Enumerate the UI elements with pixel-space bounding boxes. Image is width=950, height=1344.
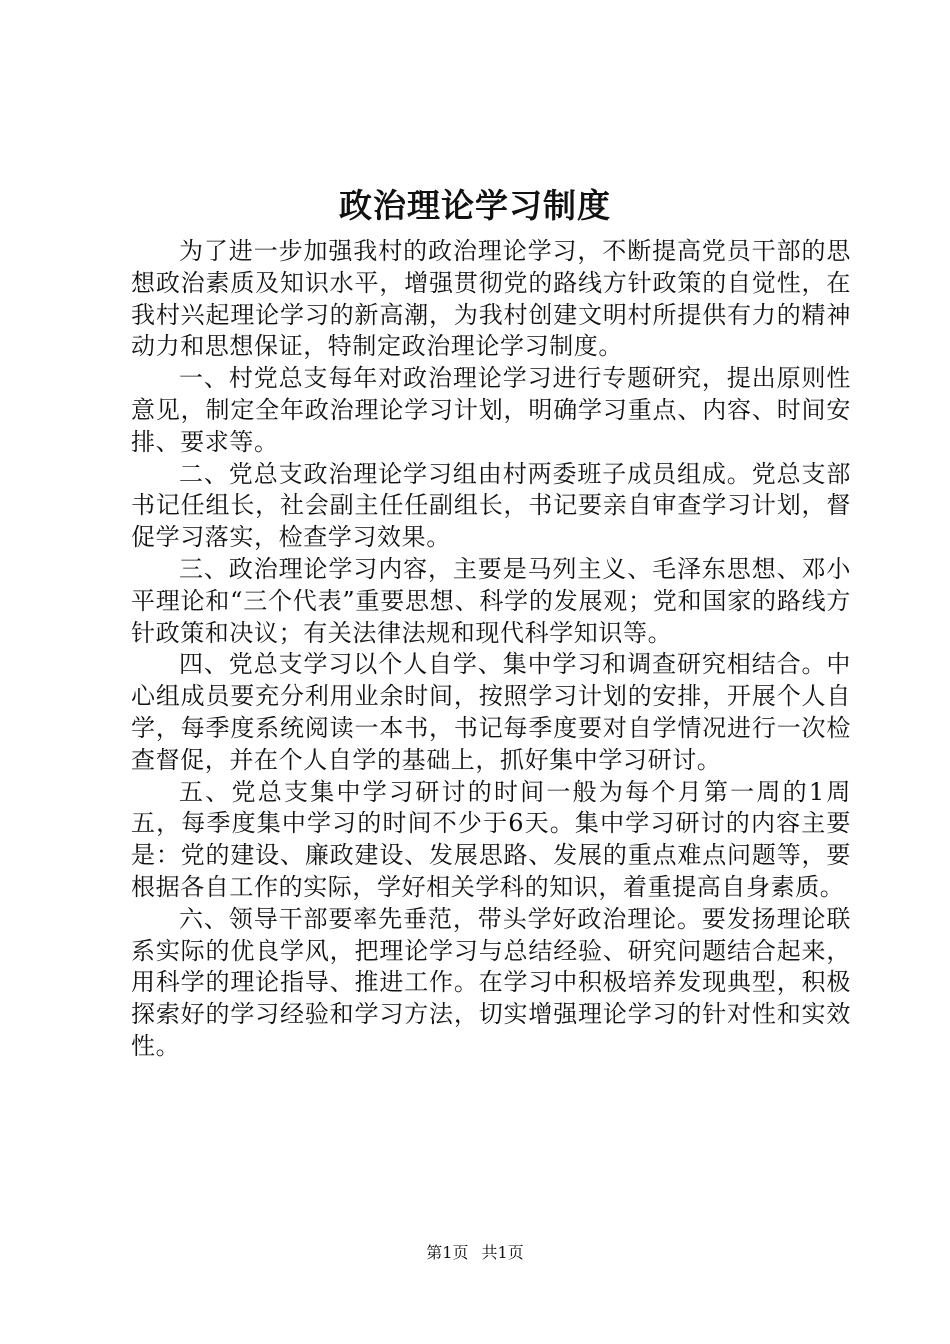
paragraph-item-4: 四、党总支学习以个人自学、集中学习和调查研究相结合。中心组成员要充分利用业余时间，按照学习计划的安排，开展个人自学，每季度系统阅读一本书，书记每季度要对自学情况进行一次检查督促，并在个人自学的基础上，抓好集中学习研讨。 xyxy=(131,650,851,774)
paragraph-item-2: 二、党总支政治理论学习组由村两委班子成员组成。党总支部书记任组长，社会副主任任副组长，书记要亲自审查学习计划，督促学习落实，检查学习效果。 xyxy=(131,459,851,552)
page-footer xyxy=(0,1242,950,1264)
page-total: 共1页 xyxy=(481,1243,524,1262)
paragraph-intro: 为了进一步加强我村的政治理论学习，不断提高党员干部的思想政治素质及知识水平，增强贯彻党的路线方针政策的自觉性，在我村兴起理论学习的新高潮，为我村创建文明村所提供有力的精神动力和思想保证，特制定政治理论学习制度。 xyxy=(131,237,851,361)
document-title: 政治理论学习制度 xyxy=(339,186,611,225)
paragraph-item-5: 五、党总支集中学习研讨的时间一般为每个月第一周的1周五，每季度集中学习的时间不少于6天。集中学习研讨的内容主要是：党的建设、廉政建设、发展思路、发展的重点难点问题等，要根据各自工作的实际，学好相关学科的知识，着重提高自身素质。 xyxy=(131,777,851,901)
page-number: 第1页 xyxy=(426,1243,469,1262)
paragraph-item-3: 三、政治理论学习内容，主要是马列主义、毛泽东思想、邓小平理论和“三个代表”重要思想、科学的发展观；党和国家的路线方针政策和决议；有关法律法规和现代科学知识等。 xyxy=(131,554,851,647)
document-body xyxy=(131,236,851,1063)
paragraph-item-6: 六、领导干部要率先垂范，带头学好政治理论。要发扬理论联系实际的优良学风，把理论学习与总结经验、研究问题结合起来，用科学的理论指导、推进工作。在学习中积极培养发现典型，积极探索好的学习经验和学习方法，切实增强理论学习的针对性和实效性。 xyxy=(131,904,851,1060)
paragraph-item-1: 一、村党总支每年对政治理论学习进行专题研究，提出原则性意见，制定全年政治理论学习计划，明确学习重点、内容、时间安排、要求等。 xyxy=(131,364,851,456)
